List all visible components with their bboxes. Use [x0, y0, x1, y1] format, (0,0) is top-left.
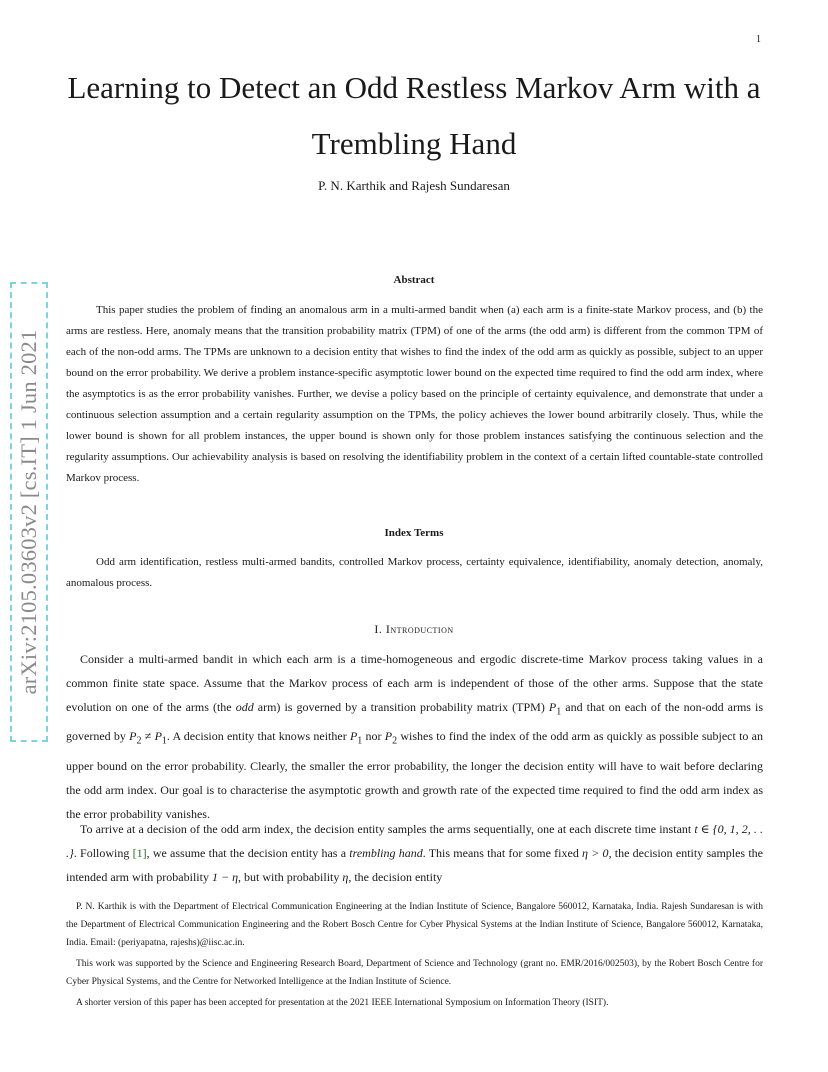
footnotes [66, 898, 763, 1015]
authors: P. N. Karthik and Rajesh Sundaresan [318, 178, 510, 193]
index-terms-heading: Index Terms [384, 527, 444, 539]
abstract-text: This paper studies the problem of finding an anomalous arm in a multi-armed bandit when (a) each arm is a finite-state Markov process, and (b) the arms are restless. Here, anomaly means that the transition probability matrix (TPM) of one of the arms (the odd arm) is different from the common TPM of each of the non-odd arms. The TPMs are unknown to a decision entity that wishes to find the index of the odd arm as quickly as possible, subject to an upper bound on the error probability. We derive a problem instance-specific asymptotic lower bound on the expected time required to find the odd arm index, where the asymptotics is as the error probability vanishes. Further, we devise a policy based on the principle of certainty equivalence, and demonstrate that under a continuous selection assumption and a certain regularity assumption on the TPMs, the policy achieves the lower bound arbitrarily closely. Thus, while the lower bound is shown for all problem instances, the upper bound is shown only for those problem instances satisfying the continuous selection and the regularity assumptions. Our achievability analysis is based on resolving the identifiability problem in the context of a certain lifted countable-state controlled Markov process. [66, 304, 763, 484]
intro-paragraph-1: Consider a multi-armed bandit in which each arm is a time-homogeneous and ergodic discrete-time Markov process taking values in a common finite state space. Assume that the Markov process of each arm is independent of those of the other arms. Suppose that the state evolution on one of the arms (the odd arm) is governed by a transition probability matrix (TPM) $P_1$ and that on each of the non-odd arms is governed by $P_2 \ne P_1$. A decision entity that knows neither $P_1$ nor $P_2$ wishes to find the index of the odd arm as quickly as possible subject to an upper bound on the error probability. Clearly, the smaller the error probability, the longer the decision entity will have to wait before declaring the odd arm index. Our goal is to characterise the asymptotic growth and growth rate of the expected time required to find the odd arm index as the error probability vanishes. [66, 652, 764, 821]
arxiv-stamp [10, 282, 48, 742]
introduction-heading [60, 622, 768, 637]
intro-paragraph-2: To arrive at a decision of the odd arm index, the decision entity samples the arms sequentially, one at each discrete time instant t ∈ {0, 1, 2, . . .}. Following [1], we assume that the decision entity has a trembling hand. This means that for some fixed η > 0, the decision entity samples the intended arm with probability 1 − η, but with probability η, the decision entity [66, 822, 764, 884]
math-p1: P [548, 700, 557, 714]
footnote-funding: This work was supported by the Science and Engineering Research Board, Department of Science and Technology (grant no. EMR/2016/002503), by the Robert Bosch Centre for Cyber Physical Systems, and the Centre for Networked Intelligence at the Indian Institute of Science. [66, 959, 763, 987]
arxiv-id: arXiv:2105.03603v2 [cs.IT] 1 Jun 2021 [16, 329, 41, 695]
abstract-heading: Abstract [393, 274, 435, 286]
paper-title: Learning to Detect an Odd Restless Markov Arm with a Trembling Hand [67, 70, 761, 161]
page-number: 1 [756, 34, 761, 45]
section-numeral: I. [374, 622, 383, 636]
footnote-affiliations: P. N. Karthik is with the Department of Electrical Communication Engineering at the Indian Institute of Science, Bangalore 560012, Karnataka, India. Rajesh Sundaresan is with the Department of Electrical Communication Engineering and the Robert Bosch Centre for Cyber Physical Systems at the Indian Institute of Science, Bangalore 560012, Karnataka, India. Email: (periyapatna, rajeshs)@iisc.ac.in. [66, 902, 763, 948]
citation-link[interactable]: [1] [132, 846, 147, 860]
index-terms-text: Odd arm identification, restless multi-armed bandits, controlled Markov process, certainty equivalence, identifiability, anomaly detection, anomaly, anomalous process. [66, 556, 763, 589]
section-title: Introduction [385, 622, 454, 636]
footnote-isit: A shorter version of this paper has been accepted for presentation at the 2021 IEEE International Symposium on Information Theory (ISIT). [76, 998, 609, 1008]
